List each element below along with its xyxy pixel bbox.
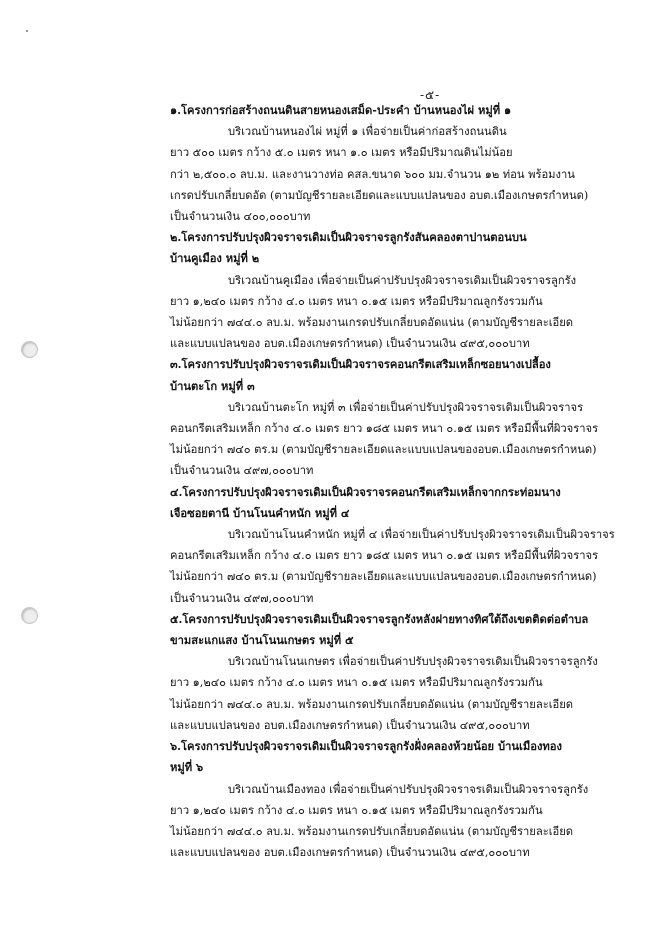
description-text: บริเวณบ้านหนองไผ่ หมู่ที่ ๑ เพื่อจ่ายเป็นค่าก่อสร้างถนนดิน [228,125,507,139]
project-description-line [170,270,640,291]
project-description-line [170,397,640,418]
project-description-line: ยาว ๕๐๐ เมตร กว้าง ๕.๐ เมตร หนา ๑.๐ เมตร หรือมีปริมาณดินไม่น้อย [170,146,513,160]
page-number: -๕- [420,88,441,102]
project-title-continued: บ้านคูเมือง หมู่ที่ ๒ [170,251,260,266]
project-description-line: คอนกรีตเสริมเหล็ก กว้าง ๔.๐ เมตร ยาว ๑๘๕ เมตร หนา ๐.๑๕ เมตร หรือมีพื้นที่ผิวจราจร [170,422,599,436]
project-item [170,227,640,354]
description-text: บริเวณบ้านโนนเกษตร เพื่อจ่ายเป็นค่าปรับปรุงผิวจราจรเดิมเป็นผิวจราจรลูกรัง [228,655,598,669]
project-title: ๔.โครงการปรับปรุงผิวจราจรเดิมเป็นผิวจราจรคอนกรีตเสริมเหล็กจากกระท่อมนาง [170,484,561,499]
punch-hole-upper [21,341,38,358]
description-text: บริเวณบ้านโนนคำหนัก หมู่ที่ ๔ เพื่อจ่ายเป็นค่าปรับปรุงผิวจราจรเดิมเป็นผิวจราจร [228,528,615,542]
project-description-line [170,651,640,672]
project-description-line: กว่า ๒,๕๐๐.๐ ลบ.ม. และงานวางท่อ คสล.ขนาด ๖๐๐ มม.จำนวน ๑๒ ท่อน พร้อมงาน [170,167,575,181]
project-title: ๕.โครงการปรับปรุงผิวจราจรเดิมเป็นผิวจราจรลูกรังหลังฝายทางทิศใต้ถึงเขตติดต่อตำบล [170,611,589,626]
project-title: ๖.โครงการปรับปรุงผิวจราจรเดิมเป็นผิวจราจรลูกรังฝั่งคลองห้วยน้อย บ้านเมืองทอง [170,739,562,754]
project-description-line: ไม่น้อยกว่า ๗๔๐ ตร.ม (ตามบัญชีรายละเอียดและแบบแปลนของอบต.เมืองเกษตรกำหนด) [170,443,597,457]
project-title: ๓.โครงการปรับปรุงผิวจราจรเดิมเป็นผิวจราจรคอนกรีตเสริมเหล็กซอยนางเปลื้อง [170,357,551,372]
description-text: บริเวณบ้านคูเมือง เพื่อจ่ายเป็นค่าปรับปรุงผิวจราจรเดิมเป็นผิวจราจรลูกรัง [228,273,577,287]
project-item [170,609,640,736]
project-description-line [170,524,640,545]
project-amount-line: เป็นจำนวนเงิน ๔๐๐,๐๐๐บาท [170,210,311,224]
project-item [170,100,640,227]
description-text: บริเวณบ้านเมืองทอง เพื่อจ่ายเป็นค่าปรับปรุงผิวจราจรเดิมเป็นผิวจราจรลูกรัง [228,782,589,796]
description-text: บริเวณบ้านตะโก หมู่ที่ ๓ เพื่อจ่ายเป็นค่าปรับปรุงผิวจราจรเดิมเป็นผิวจราจร [228,400,584,414]
project-description-line: เกรดปรับเกลี่ยบดอัด (ตามบัญชีรายละเอียดและแบบแปลนของ อบต.เมืองเกษตรกำหนด) [170,188,589,202]
project-description-line [170,779,640,800]
project-amount-line: และแบบแปลนของ อบต.เมืองเกษตรกำหนด) เป็นจำนวนเงิน ๔๙๕,๐๐๐บาท [170,846,530,860]
project-title-continued: ขามสะแกแสง บ้านโนนเกษตร หมู่ที่ ๕ [170,633,354,648]
project-description-line: ยาว ๑,๒๔๐ เมตร กว้าง ๔.๐ เมตร หนา ๐.๑๕ เมตร หรือมีปริมาณลูกรังรวมกัน [170,803,543,817]
punch-hole-lower [21,607,38,624]
project-amount-line: และแบบแปลนของ อบต.เมืองเกษตรกำหนด) เป็นจำนวนเงิน ๔๙๕,๐๐๐บาท [170,718,530,732]
project-amount-line: เป็นจำนวนเงิน ๔๙๗,๐๐๐บาท [170,591,314,605]
project-list [170,100,640,863]
project-description-line [170,121,640,142]
project-title-continued: บ้านตะโก หมู่ที่ ๓ [170,378,255,393]
project-description-line: ยาว ๑,๒๔๐ เมตร กว้าง ๔.๐ เมตร หนา ๐.๑๕ เมตร หรือมีปริมาณลูกรังรวมกัน [170,294,543,308]
project-title-continued: เจือซอยตานี บ้านโนนคำหนัก หมู่ที่ ๔ [170,505,350,520]
project-description-line: ไม่น้อยกว่า ๗๔๔.๐ ลบ.ม. พร้อมงานเกรดปรับเกลี่ยบดอัดแน่น (ตามบัญชีรายละเอียด [170,316,574,330]
project-title: ๑.โครงการก่อสร้างถนนดินสายหนองเสม็ด-ประคำ บ้านหนองไผ่ หมู่ที่ ๑ [170,103,512,117]
project-item [170,482,640,609]
project-item [170,354,640,481]
project-title-continued: หมู่ที่ ๖ [170,760,204,775]
project-item [170,736,640,863]
project-amount-line: เป็นจำนวนเงิน ๔๙๗,๐๐๐บาท [170,464,314,478]
project-amount-line: และแบบแปลนของ อบต.เมืองเกษตรกำหนด) เป็นจำนวนเงิน ๔๙๕,๐๐๐บาท [170,337,530,351]
project-description-line: ไม่น้อยกว่า ๗๔๔.๐ ลบ.ม. พร้อมงานเกรดปรับเกลี่ยบดอัดแน่น (ตามบัญชีรายละเอียด [170,697,574,711]
project-description-line: คอนกรีตเสริมเหล็ก กว้าง ๔.๐ เมตร ยาว ๑๘๕ เมตร หนา ๐.๑๕ เมตร หรือมีพื้นที่ผิวจราจร [170,549,599,563]
project-description-line: ยาว ๑,๒๔๐ เมตร กว้าง ๔.๐ เมตร หนา ๐.๑๕ เมตร หรือมีปริมาณลูกรังรวมกัน [170,676,543,690]
scan-speck [26,30,28,32]
project-description-line: ไม่น้อยกว่า ๗๔๔.๐ ลบ.ม. พร้อมงานเกรดปรับเกลี่ยบดอัดแน่น (ตามบัญชีรายละเอียด [170,824,574,838]
project-description-line: ไม่น้อยกว่า ๗๔๐ ตร.ม (ตามบัญชีรายละเอียดและแบบแปลนของอบต.เมืองเกษตรกำหนด) [170,570,597,584]
project-title: ๒.โครงการปรับปรุงผิวจราจรเดิมเป็นผิวจราจรลูกรังสันคลองตาปานตอนบน [170,230,527,245]
